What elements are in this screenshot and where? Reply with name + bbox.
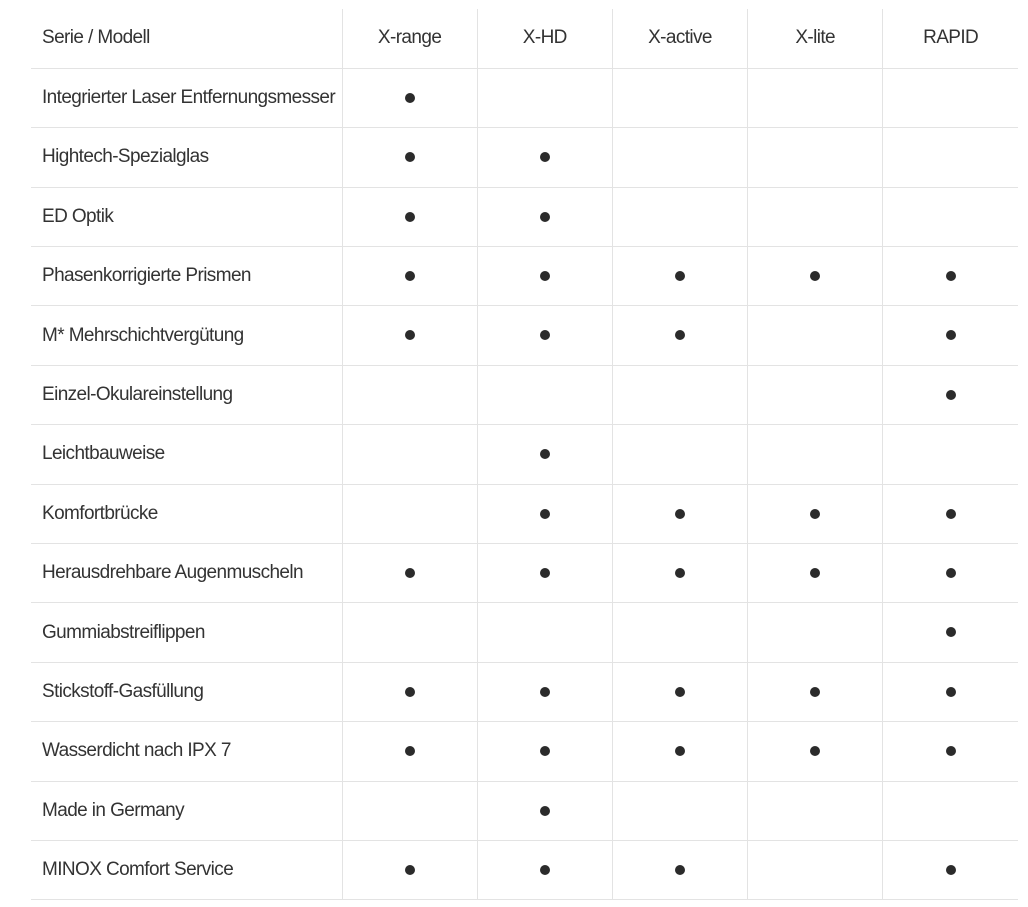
feature-cell [477, 247, 612, 306]
feature-cell [342, 662, 477, 721]
feature-cell [748, 306, 883, 365]
table-row [31, 187, 1018, 246]
feature-cell [612, 306, 747, 365]
feature-cell [612, 247, 747, 306]
filled-dot-icon [540, 271, 550, 281]
feature-label: Integrierter Laser Entfernungsmesser [31, 68, 342, 127]
feature-cell [883, 247, 1018, 306]
feature-cell [342, 781, 477, 840]
feature-cell [748, 840, 883, 899]
table-row [31, 128, 1018, 187]
feature-cell [342, 306, 477, 365]
feature-cell [748, 247, 883, 306]
feature-cell [342, 484, 477, 543]
feature-label: Hightech-Spezialglas [31, 128, 342, 187]
filled-dot-icon [946, 509, 956, 519]
feature-cell [342, 68, 477, 127]
filled-dot-icon [540, 509, 550, 519]
feature-label: Stickstoff-Gasfüllung [31, 662, 342, 721]
filled-dot-icon [675, 271, 685, 281]
header-row [31, 9, 1018, 68]
feature-cell [477, 128, 612, 187]
feature-label: Komfortbrücke [31, 484, 342, 543]
feature-cell [883, 781, 1018, 840]
table-header [31, 9, 1018, 68]
feature-cell [748, 484, 883, 543]
feature-cell [883, 662, 1018, 721]
feature-cell [883, 365, 1018, 424]
filled-dot-icon [540, 449, 550, 459]
filled-dot-icon [675, 509, 685, 519]
filled-dot-icon [405, 330, 415, 340]
feature-cell [477, 425, 612, 484]
feature-cell [883, 544, 1018, 603]
feature-cell [477, 544, 612, 603]
header-model-x-hd: X-HD [477, 9, 612, 68]
feature-cell [883, 187, 1018, 246]
feature-cell [612, 425, 747, 484]
table-row [31, 365, 1018, 424]
filled-dot-icon [405, 865, 415, 875]
filled-dot-icon [405, 271, 415, 281]
feature-label: ED Optik [31, 187, 342, 246]
feature-cell [477, 484, 612, 543]
feature-label: M* Mehrschichtvergütung [31, 306, 342, 365]
feature-cell [883, 425, 1018, 484]
feature-cell [883, 840, 1018, 899]
feature-label: Made in Germany [31, 781, 342, 840]
filled-dot-icon [675, 687, 685, 697]
feature-label: Wasserdicht nach IPX 7 [31, 722, 342, 781]
feature-cell [883, 68, 1018, 127]
feature-cell [612, 722, 747, 781]
filled-dot-icon [946, 568, 956, 578]
table-row [31, 68, 1018, 127]
filled-dot-icon [405, 687, 415, 697]
filled-dot-icon [946, 627, 956, 637]
filled-dot-icon [810, 509, 820, 519]
header-model-x-lite: X-lite [748, 9, 883, 68]
filled-dot-icon [946, 271, 956, 281]
table-row [31, 722, 1018, 781]
filled-dot-icon [675, 568, 685, 578]
filled-dot-icon [675, 330, 685, 340]
feature-cell [612, 544, 747, 603]
feature-cell [612, 128, 747, 187]
feature-cell [748, 603, 883, 662]
feature-cell [612, 840, 747, 899]
filled-dot-icon [946, 746, 956, 756]
table-row [31, 247, 1018, 306]
filled-dot-icon [405, 746, 415, 756]
feature-cell [342, 544, 477, 603]
feature-cell [342, 187, 477, 246]
filled-dot-icon [946, 687, 956, 697]
feature-cell [748, 187, 883, 246]
filled-dot-icon [810, 746, 820, 756]
feature-cell [342, 365, 477, 424]
feature-label: MINOX Comfort Service [31, 840, 342, 899]
table-row [31, 662, 1018, 721]
filled-dot-icon [675, 746, 685, 756]
feature-label: Herausdrehbare Augenmuscheln [31, 544, 342, 603]
filled-dot-icon [540, 687, 550, 697]
feature-label: Leichtbauweise [31, 425, 342, 484]
filled-dot-icon [405, 93, 415, 103]
feature-cell [748, 722, 883, 781]
feature-cell [342, 840, 477, 899]
filled-dot-icon [810, 687, 820, 697]
filled-dot-icon [540, 330, 550, 340]
filled-dot-icon [946, 330, 956, 340]
feature-cell [883, 128, 1018, 187]
feature-cell [477, 840, 612, 899]
feature-cell [883, 722, 1018, 781]
table-body [31, 68, 1018, 899]
feature-cell [748, 662, 883, 721]
feature-cell [342, 425, 477, 484]
feature-cell [612, 365, 747, 424]
feature-cell [477, 68, 612, 127]
filled-dot-icon [405, 152, 415, 162]
feature-cell [612, 662, 747, 721]
feature-cell [477, 603, 612, 662]
feature-cell [748, 365, 883, 424]
feature-cell [748, 425, 883, 484]
feature-cell [748, 544, 883, 603]
table-row [31, 603, 1018, 662]
feature-cell [477, 722, 612, 781]
feature-cell [477, 781, 612, 840]
table-row [31, 544, 1018, 603]
table-row [31, 484, 1018, 543]
filled-dot-icon [540, 568, 550, 578]
filled-dot-icon [810, 568, 820, 578]
filled-dot-icon [810, 271, 820, 281]
feature-cell [342, 722, 477, 781]
filled-dot-icon [540, 806, 550, 816]
feature-label: Einzel-Okulareinstellung [31, 365, 342, 424]
feature-cell [342, 603, 477, 662]
filled-dot-icon [946, 390, 956, 400]
feature-cell [748, 781, 883, 840]
header-model-x-active: X-active [612, 9, 747, 68]
filled-dot-icon [675, 865, 685, 875]
table-row [31, 840, 1018, 899]
feature-cell [477, 306, 612, 365]
table-row [31, 425, 1018, 484]
feature-cell [342, 128, 477, 187]
table-row [31, 781, 1018, 840]
header-series-model: Serie / Modell [31, 9, 342, 68]
filled-dot-icon [405, 212, 415, 222]
filled-dot-icon [946, 865, 956, 875]
feature-comparison-table [31, 9, 1018, 900]
header-model-x-range: X-range [342, 9, 477, 68]
feature-cell [748, 128, 883, 187]
feature-cell [612, 484, 747, 543]
feature-label: Phasenkorrigierte Prismen [31, 247, 342, 306]
feature-cell [612, 68, 747, 127]
feature-cell [477, 662, 612, 721]
filled-dot-icon [540, 746, 550, 756]
feature-cell [477, 365, 612, 424]
comparison-table-container [31, 9, 1018, 900]
filled-dot-icon [540, 152, 550, 162]
filled-dot-icon [540, 212, 550, 222]
feature-cell [748, 68, 883, 127]
feature-cell [612, 187, 747, 246]
feature-cell [883, 484, 1018, 543]
header-model-rapid: RAPID [883, 9, 1018, 68]
feature-cell [883, 603, 1018, 662]
feature-cell [477, 187, 612, 246]
filled-dot-icon [405, 568, 415, 578]
feature-label: Gummiabstreiflippen [31, 603, 342, 662]
filled-dot-icon [540, 865, 550, 875]
feature-cell [342, 247, 477, 306]
feature-cell [883, 306, 1018, 365]
feature-cell [612, 603, 747, 662]
feature-cell [612, 781, 747, 840]
table-row [31, 306, 1018, 365]
